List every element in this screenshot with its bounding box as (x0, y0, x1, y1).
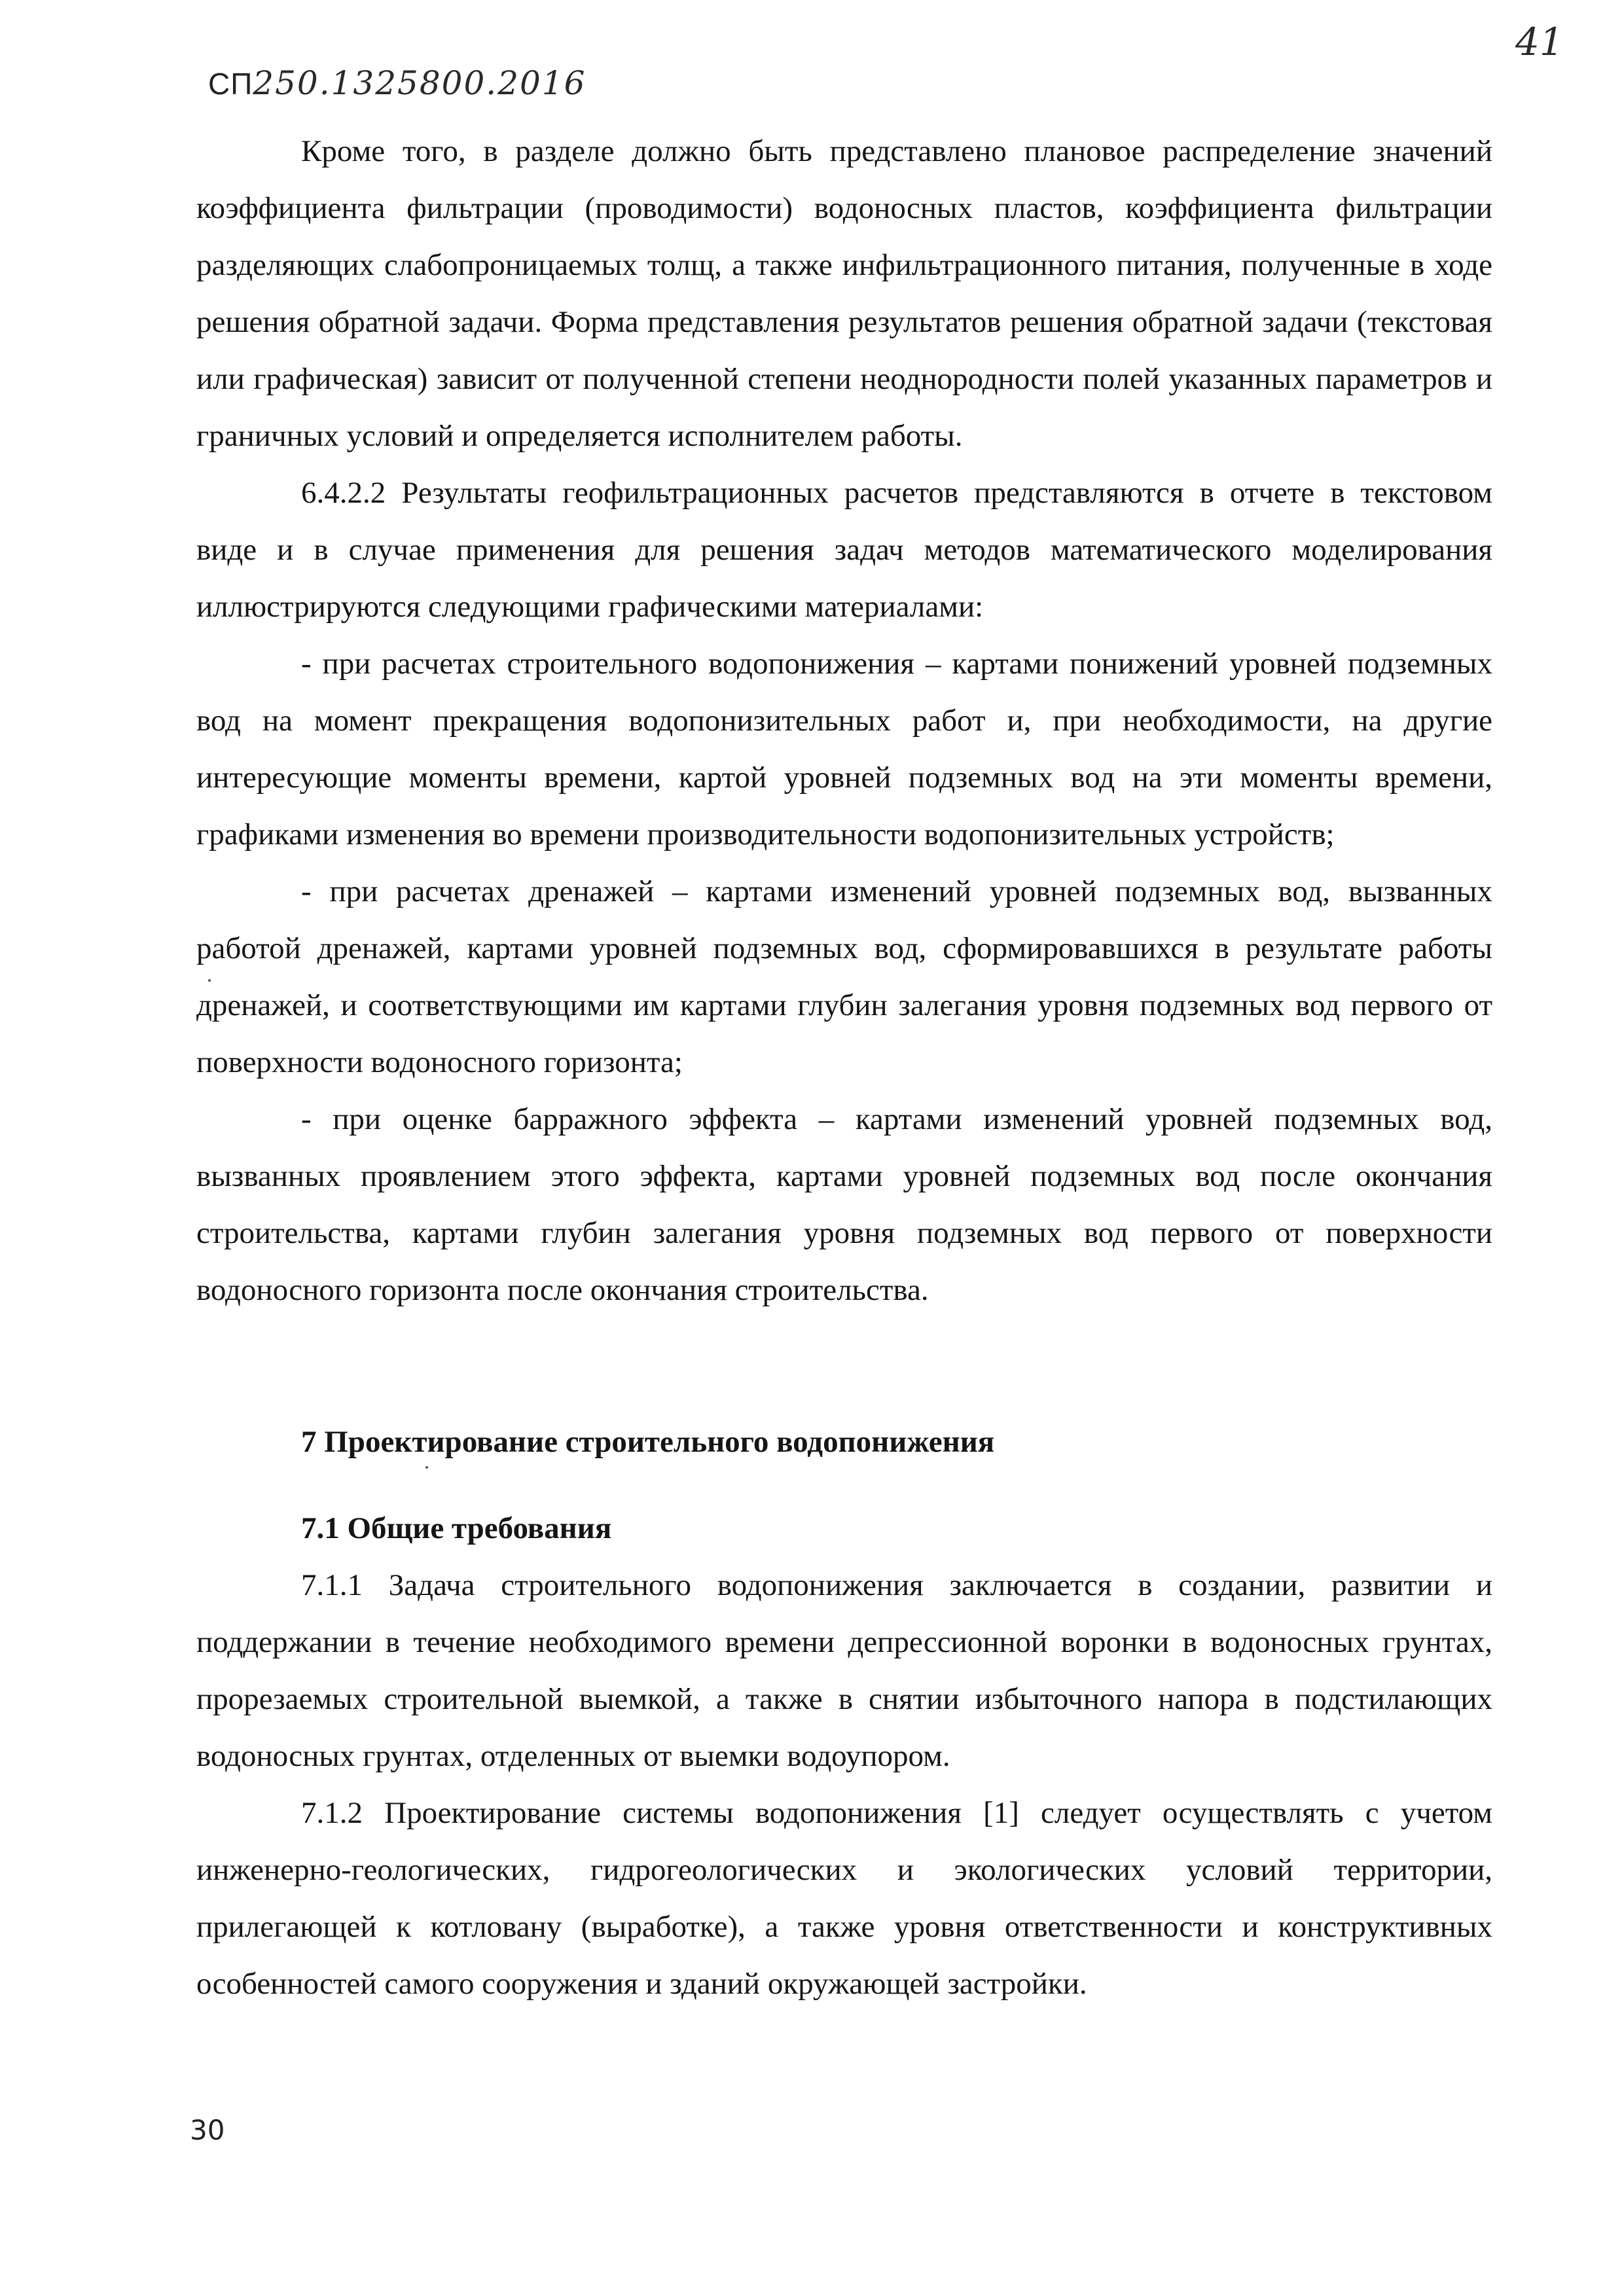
paragraph-7-1-2: 7.1.2 Проектирование системы водопонижения [1] следует осуществлять с учетом инженерно-геологических, гидрогеологических и экологических условий территории, прилегающей к котловану (выработке), а также уровня ответственности и конструктивных особенностей самого сооружения и зданий окружающей застройки. (196, 1796, 1492, 2001)
handwritten-sheet-number: 41 (1515, 20, 1564, 64)
document-code (208, 64, 586, 102)
list-item-dewatering: - при расчетах строительного водопонижения – картами понижений уровней подземных вод на момент прекращения водопонизительных работ и, при необходимости, на другие интересующие моменты времени, картой уровней подземных вод на эти моменты времени, графиками изменения во времени производительности водопонизительных устройств; (196, 647, 1492, 852)
code-prefix: СП (208, 67, 253, 101)
scan-speck (425, 1466, 428, 1469)
scan-speck (208, 979, 211, 982)
paragraph-6-4-2-2: 6.4.2.2 Результаты геофильтрационных расчетов представляются в отчете в текстовом виде и в случае применения для решения задач методов математического моделирования иллюстрируются следующими графическими материалами: (196, 476, 1492, 624)
page-number: 30 (190, 2114, 225, 2146)
paragraph-7-1-1: 7.1.1 Задача строительного водопонижения заключается в создании, развитии и поддержании в течение необходимого времени депрессионной воронки в водоносных грунтах, прорезаемых строительной выемкой, а также в снятии избыточного напора в подстилающих водоносных грунтах, отделенных от выемки водоупором. (196, 1568, 1492, 1773)
list-item-drainage: - при расчетах дренажей – картами изменений уровней подземных вод, вызванных работой дренажей, картами уровней подземных вод, сформировавшихся в результате работы дренажей, и соответствующими им картами глубин залегания уровня подземных вод первого от поверхности водоносного горизонта; (196, 874, 1492, 1079)
list-item-barrage: - при оценке барражного эффекта – картами изменений уровней подземных вод, вызванных проявлением этого эффекта, картами уровней подземных вод после окончания строительства, картами глубин залегания уровня подземных вод первого от поверхности водоносного горизонта после окончания строительства. (196, 1102, 1492, 1307)
section-heading: 7 Проектирование строительного водопонижения (301, 1425, 995, 1459)
document-body (196, 123, 1492, 2013)
subsection-spacer (196, 1471, 1492, 1500)
subsection-heading: 7.1 Общие требования (301, 1511, 612, 1545)
handwritten-code: 250.1325800.2016 (253, 64, 586, 102)
paragraph-inverse-problem: Кроме того, в разделе должно быть представлено плановое распределение значений коэффициента фильтрации (проводимости) водоносных пластов, коэффициента фильтрации разделяющих слабопроницаемых толщ, а также инфильтрационного питания, полученные в ходе решения обратной задачи. Форма представления результатов решения обратной задачи (текстовая или графическая) зависит от полученной степени неоднородности полей указанных параметров и граничных условий и определяется исполнителем работы. (196, 134, 1492, 453)
section-spacer (196, 1319, 1492, 1414)
